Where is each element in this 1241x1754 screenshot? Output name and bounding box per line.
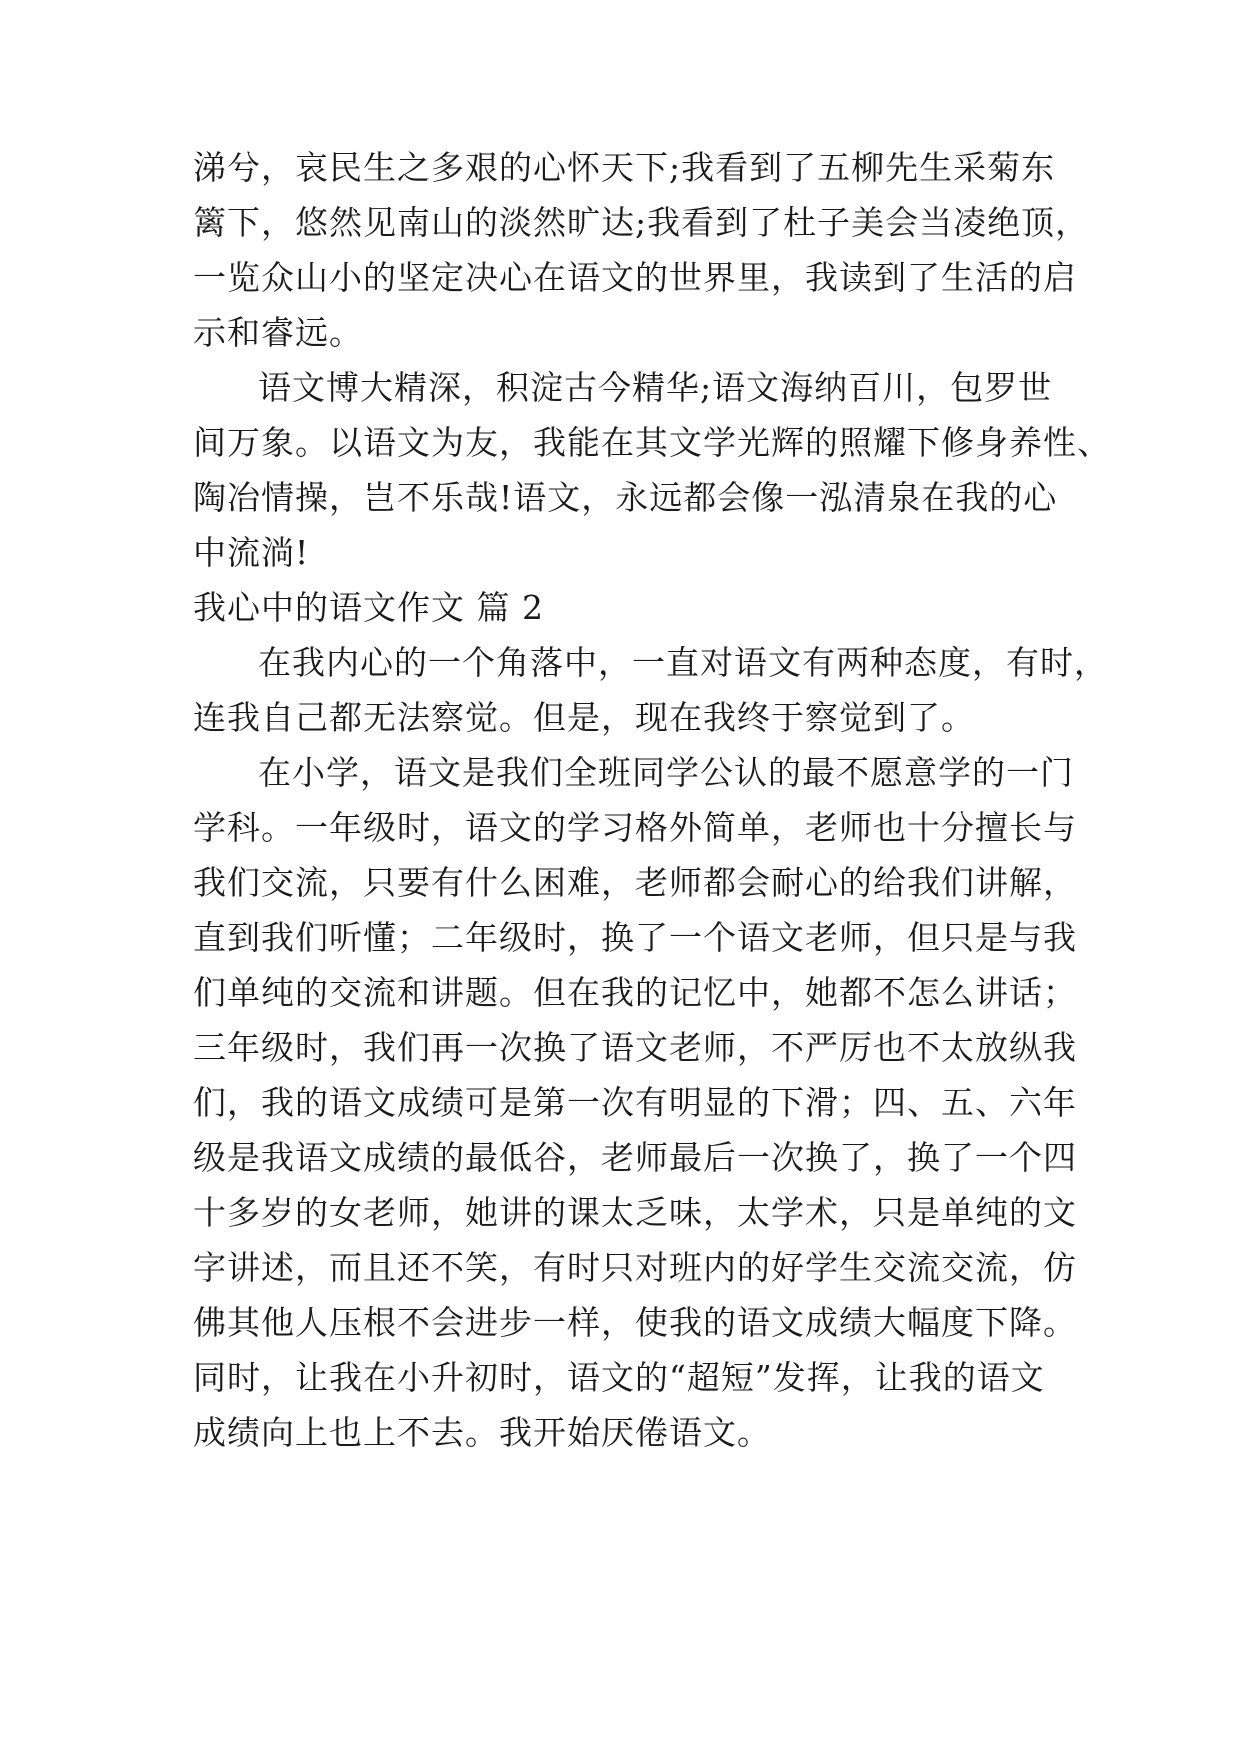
text-line: 示和睿远。: [193, 313, 363, 352]
text-line: 们，我的语文成绩可是第一次有明显的下滑；四、五、六年: [193, 1083, 1077, 1122]
text-line: 十多岁的女老师，她讲的课太乏味，太学术，只是单纯的文: [193, 1193, 1077, 1232]
text-line: 级是我语文成绩的最低谷，老师最后一次换了，换了一个四: [193, 1138, 1077, 1177]
text-line: 字讲述，而且还不笑，有时只对班内的好学生交流交流，仿: [193, 1248, 1077, 1287]
text-line: 学科。一年级时，语文的学习格外简单，老师也十分擅长与: [193, 808, 1077, 847]
text-line: 在我内心的一个角落中，一直对语文有两种态度，有时，: [258, 643, 1108, 682]
section-heading: 我心中的语文作文 篇 2: [193, 588, 544, 627]
text-line: 连我自己都无法察觉。但是，现在我终于察觉到了。: [193, 698, 975, 737]
text-line: 我们交流，只要有什么困难，老师都会耐心的给我们讲解，: [193, 863, 1077, 902]
text-line: 间万象。以语文为友，我能在其文学光辉的照耀下修身养性、: [193, 423, 1111, 462]
text-line: 在小学，语文是我们全班同学公认的最不愿意学的一门: [258, 753, 1074, 792]
text-line: 佛其他人压根不会进步一样，使我的语文成绩大幅度下降。: [193, 1303, 1077, 1342]
text-line: 直到我们听懂；二年级时，换了一个语文老师，但只是与我: [193, 918, 1077, 957]
text-line: 涕兮，哀民生之多艰的心怀天下;我看到了五柳先生采菊东: [193, 148, 1056, 187]
text-line: 篱下，悠然见南山的淡然旷达;我看到了杜子美会当凌绝顶，: [193, 203, 1090, 242]
text-line: 一览众山小的坚定决心在语文的世界里，我读到了生活的启: [193, 258, 1077, 297]
text-line: 中流淌!: [193, 533, 310, 572]
text-line: 同时，让我在小升初时，语文的“超短”发挥，让我的语文: [193, 1358, 1045, 1397]
text-line: 语文博大精深，积淀古今精华;语文海纳百川，包罗世: [258, 368, 1053, 407]
text-line: 陶冶情操，岂不乐哉!语文，永远都会像一泓清泉在我的心: [193, 478, 1058, 517]
text-line: 成绩向上也上不去。我开始厌倦语文。: [193, 1413, 771, 1452]
text-line: 三年级时，我们再一次换了语文老师，不严厉也不太放纵我: [193, 1028, 1077, 1067]
text-line: 们单纯的交流和讲题。但在我的记忆中，她都不怎么讲话；: [193, 973, 1077, 1012]
